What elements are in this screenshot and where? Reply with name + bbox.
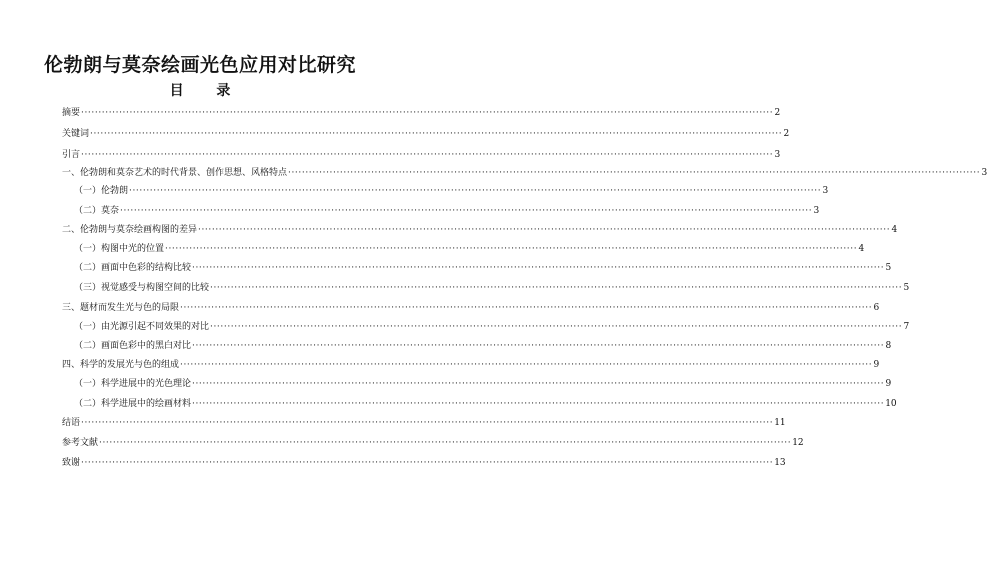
toc-page-number: 9 [873,360,880,370]
toc-page-number: 2 [774,108,781,118]
toc-entry-label: 一、伦勃朗和莫奈艺术的时代背景、创作思想、风格特点 [62,168,288,178]
toc-page-number: 10 [885,399,897,409]
toc-entry-label: 关键词 [62,129,90,139]
toc-leader-dots: ········································································································································································································ [192,341,885,351]
toc-entry[interactable] [62,300,880,314]
toc-leader-dots: ········································································································································································································ [90,129,783,139]
toc-leader-dots: ········································································································································································································ [81,458,774,468]
toc-leader-dots: ········································································································································································································ [192,379,885,389]
toc-entry-label: 参考文献 [62,438,99,448]
toc-leader-dots: ········································································································································································································ [165,244,858,254]
toc-leader-dots: ········································································································································································································ [81,418,774,428]
toc-entry-label: 结语 [62,418,81,428]
toc-entry-label: （二）画面色彩中的黑白对比 [74,341,192,351]
toc-page-number: 9 [885,379,892,389]
toc-leader-dots: ········································································································································································································ [210,322,903,332]
toc-entry[interactable] [62,147,781,161]
toc-leader-dots: ········································································································································································································ [198,225,891,235]
toc-entry-label: （一）构图中光的位置 [74,244,165,254]
toc-entry[interactable] [62,415,786,429]
toc-entry-label: （一）伦勃朗 [74,186,129,196]
toc-entry-label: 引言 [62,150,81,160]
toc-page-number: 4 [858,244,865,254]
toc-page-number: 3 [981,168,987,178]
toc-page-number: 2 [783,129,790,139]
toc-entry-label: （一）由光源引起不同效果的对比 [74,322,210,332]
document-title: 伦勃朗与莫奈绘画光色应用对比研究 [43,54,356,76]
toc-leader-dots: ········································································································································································································ [129,186,822,196]
toc-entry[interactable] [62,396,897,410]
toc-entry[interactable] [62,319,910,333]
toc-entry-label: 二、伦勃朗与莫奈绘画构图的差异 [62,225,198,235]
toc-entry-label: （二）画面中色彩的结构比较 [74,263,192,273]
toc-entry[interactable] [62,165,987,179]
toc-leader-dots: ········································································································································································································ [180,360,873,370]
toc-leader-dots: ········································································································································································································ [288,168,981,178]
toc-entry[interactable] [62,338,892,352]
toc-leader-dots: ········································································································································································································ [192,263,885,273]
toc-entry[interactable] [62,105,781,119]
toc-page-number: 4 [891,225,898,235]
toc-page-number: 5 [885,263,892,273]
toc-leader-dots: ········································································································································································································ [81,150,774,160]
toc-leader-dots: ········································································································································································································ [99,438,792,448]
toc-page-number: 11 [774,418,786,428]
toc-entry-label: 三、题材而发生光与色的局限 [62,303,180,313]
toc-page-number: 3 [822,186,829,196]
toc-page-number: 6 [873,303,880,313]
toc-entry[interactable] [62,126,790,140]
toc-page-number: 12 [792,438,804,448]
toc-entry[interactable] [62,455,786,469]
toc-heading: 目 录 [169,83,245,99]
toc-entry[interactable] [62,183,829,197]
toc-entry[interactable] [62,260,892,274]
toc-entry[interactable] [62,376,892,390]
toc-leader-dots: ········································································································································································································ [180,303,873,313]
toc-page-number: 8 [885,341,892,351]
toc-page-number: 13 [774,458,786,468]
toc-page-number: 5 [903,283,910,293]
toc-entry[interactable] [62,203,820,217]
toc-leader-dots: ········································································································································································································ [192,399,885,409]
toc-entry-label: （一）科学进展中的光色理论 [74,379,192,389]
toc-entry-label: 四、科学的发展光与色的组成 [62,360,180,370]
toc-page-number: 3 [774,150,781,160]
toc-entry-label: （二）莫奈 [74,206,120,216]
toc-entry-label: （三）视觉感受与构图空间的比较 [74,283,210,293]
toc-leader-dots: ········································································································································································································ [81,108,774,118]
toc-entry[interactable] [62,241,865,255]
toc-entry-label: （二）科学进展中的绘画材料 [74,399,192,409]
toc-entry[interactable] [62,280,910,294]
toc-entry-label: 致谢 [62,458,81,468]
toc-leader-dots: ········································································································································································································ [210,283,903,293]
toc-entry[interactable] [62,222,898,236]
toc-entry[interactable] [62,435,804,449]
toc-page-number: 7 [903,322,910,332]
toc-entry[interactable] [62,357,880,371]
toc-entry-label: 摘要 [62,108,81,118]
toc-leader-dots: ········································································································································································································ [120,206,813,216]
toc-page-number: 3 [813,206,820,216]
